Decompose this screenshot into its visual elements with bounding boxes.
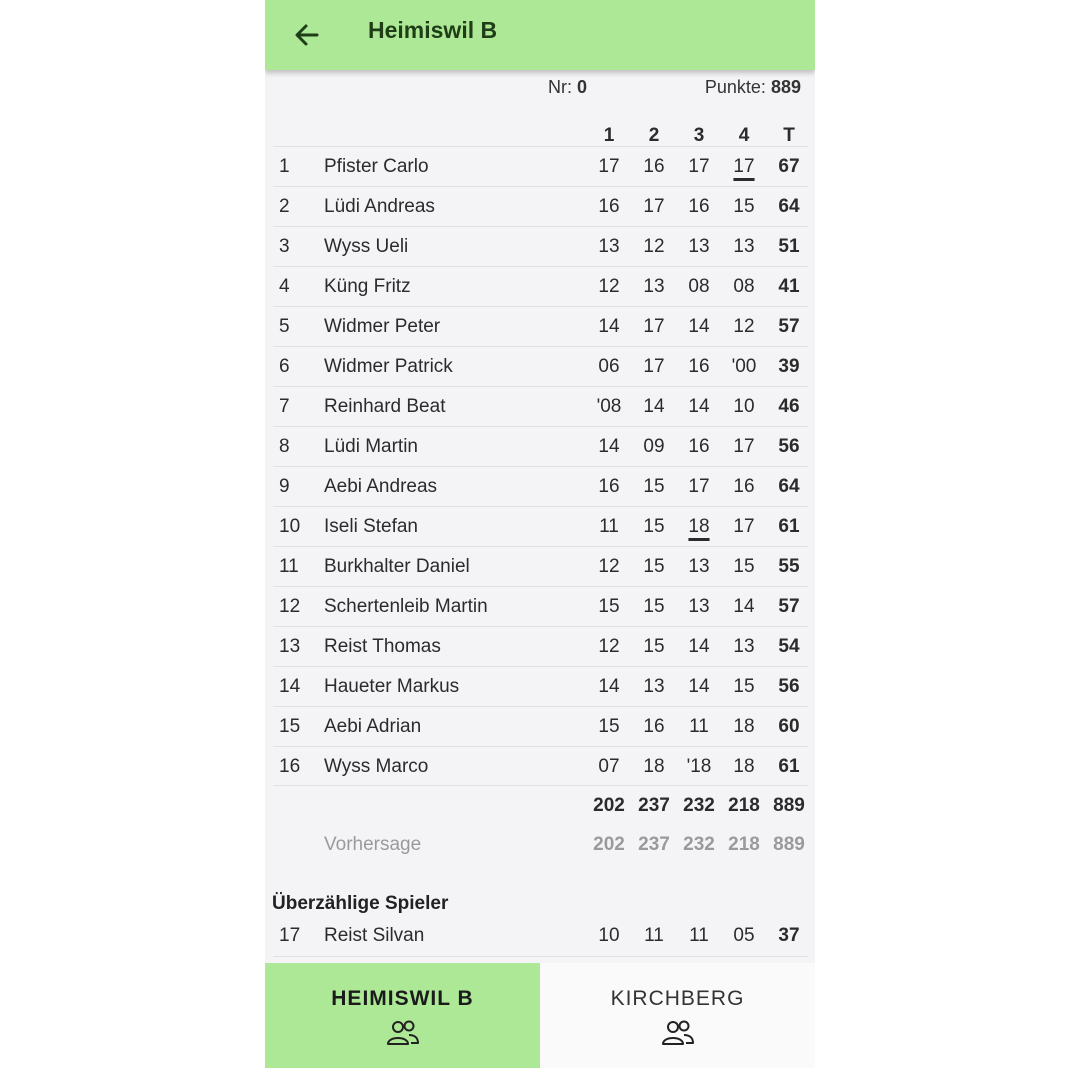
score-2: 18 [643,756,665,777]
score-3: 13 [688,556,710,577]
player-number: 4 [279,276,290,297]
score-2: 17 [643,316,665,337]
score-1: 13 [598,236,620,257]
score-3: 14 [688,396,710,417]
score-2: 15 [643,596,665,617]
player-number: 15 [279,716,301,737]
score-2: 11 [644,925,664,946]
score-3: 17 [688,476,710,497]
table-row[interactable] [273,266,808,306]
player-name: Schertenleib Martin [324,596,488,617]
player-total: 57 [778,316,800,337]
prediction-4: 218 [728,834,760,855]
player-total: 39 [778,356,800,377]
player-name: Küng Fritz [324,276,411,297]
player-total: 64 [778,196,800,217]
player-total: 41 [778,276,800,297]
column-headers [265,116,815,146]
table-row[interactable] [273,746,808,786]
score-4: 15 [733,556,755,577]
points-label: Punkte: [704,77,766,97]
player-total: 57 [778,596,800,617]
player-total: 64 [778,476,800,497]
player-number: 10 [279,516,301,537]
score-2: 13 [643,276,665,297]
score-3: 08 [688,276,710,297]
tab-label: KIRCHBERG [610,987,745,1010]
player-name: Pfister Carlo [324,156,429,177]
player-name: Reist Thomas [324,636,441,657]
score-1: 16 [598,196,620,217]
group-icon [385,1019,421,1047]
totals-row [273,785,808,826]
player-total: 56 [778,436,800,457]
prediction-2: 237 [638,834,670,855]
score-3: 16 [688,436,710,457]
score-4: 08 [733,276,755,297]
back-arrow-icon[interactable] [287,15,327,55]
column-header-total: T [783,125,795,146]
score-1: 11 [599,516,619,537]
player-number: 1 [279,156,290,177]
score-1: '08 [596,396,622,417]
app-screen [265,0,815,1068]
table-row[interactable] [273,916,808,957]
table-row[interactable] [273,426,808,466]
tab-heimiswil-b[interactable] [265,963,540,1068]
score-1: 10 [598,925,620,946]
page-title: Heimiswil B [368,17,498,43]
score-3: 14 [688,676,710,697]
score-2: 17 [643,356,665,377]
total-2: 237 [638,795,670,816]
score-3: 17 [688,156,710,177]
player-number: 9 [279,476,290,497]
prediction-label: Vorhersage [324,834,422,855]
player-name: Widmer Peter [324,316,441,337]
score-2: 16 [643,156,665,177]
player-number: 8 [279,436,290,457]
score-1: 15 [598,596,620,617]
column-header-3: 3 [693,125,705,146]
score-3: 13 [688,236,710,257]
table-row[interactable] [273,186,808,226]
player-name: Wyss Ueli [324,236,409,257]
score-2: 15 [643,476,665,497]
column-header-2: 2 [648,125,660,146]
player-number: 14 [279,676,301,697]
player-number: 13 [279,636,301,657]
player-table [273,146,808,786]
prediction-1: 202 [593,834,625,855]
score-4: 13 [733,236,755,257]
player-name: Aebi Andreas [324,476,438,497]
score-2: 14 [643,396,665,417]
player-name: Reist Silvan [324,925,425,946]
player-name: Wyss Marco [324,756,429,777]
score-4: 15 [733,196,755,217]
score-3: 11 [689,925,709,946]
score-1: 07 [598,756,620,777]
score-2: 16 [643,716,665,737]
score-4: 14 [733,596,755,617]
player-name: Aebi Adrian [324,716,422,737]
table-row[interactable] [273,666,808,706]
score-4: 17 [733,436,755,457]
column-header-4: 4 [738,125,750,146]
player-total: 56 [778,676,800,697]
player-number: 17 [279,925,301,946]
round-number [548,77,587,98]
player-name: Haueter Markus [324,676,460,697]
score-4: 18 [733,716,755,737]
player-total: 55 [778,556,800,577]
table-row[interactable] [273,226,808,266]
score-3: 16 [688,196,710,217]
prediction-row [273,825,808,865]
player-name: Lüdi Martin [324,436,418,457]
score-1: 14 [598,676,620,697]
player-number: 11 [279,556,299,577]
player-number: 3 [279,236,290,257]
score-1: 06 [598,356,620,377]
score-1: 12 [598,276,620,297]
table-row[interactable] [273,306,808,346]
player-name: Lüdi Andreas [324,196,435,217]
player-name: Burkhalter Daniel [324,556,470,577]
nr-value: 0 [577,77,588,97]
table-row[interactable] [273,586,808,626]
score-4: 10 [733,396,755,417]
score-3: 16 [688,356,710,377]
nr-label: Nr: [548,77,572,97]
player-name: Reinhard Beat [324,396,446,417]
points-value: 889 [770,77,801,97]
score-1: 14 [598,316,620,337]
score-1: 17 [598,156,620,177]
score-2: 15 [643,556,665,577]
score-3: 11 [689,716,709,737]
player-total: 37 [778,925,800,946]
score-3: 18 [688,516,710,537]
score-1: 12 [598,636,620,657]
player-total: 60 [778,716,800,737]
score-4: 12 [733,316,755,337]
score-4: 13 [733,636,755,657]
player-total: 54 [778,636,800,657]
table-row[interactable] [273,386,808,426]
table-row[interactable] [273,346,808,386]
score-3: 13 [688,596,710,617]
player-total: 46 [778,396,800,417]
tab-kirchberg[interactable] [540,963,815,1068]
score-2: 17 [643,196,665,217]
score-3: '18 [686,756,712,777]
player-number: 7 [279,396,290,417]
player-name: Iseli Stefan [324,516,418,537]
column-header-1: 1 [603,125,615,146]
app-bar [265,0,815,70]
score-2: 13 [643,676,665,697]
score-4: 17 [733,516,755,537]
tab-label: HEIMISWIL B [331,987,474,1010]
table-row[interactable] [273,546,808,586]
score-2: 12 [643,236,665,257]
score-1: 16 [598,476,620,497]
total-4: 218 [728,795,760,816]
prediction-total: 889 [773,834,805,855]
score-4: '00 [731,356,757,377]
player-total: 51 [778,236,800,257]
extra-players-heading: Überzählige Spieler [272,893,449,914]
player-total: 67 [778,156,800,177]
score-4: 17 [733,156,755,177]
player-number: 16 [279,756,301,777]
player-number: 5 [279,316,290,337]
player-number: 2 [279,196,290,217]
score-4: 15 [733,676,755,697]
score-1: 12 [598,556,620,577]
score-4: 16 [733,476,755,497]
score-4: 05 [733,925,755,946]
player-number: 12 [279,596,301,617]
score-2: 09 [643,436,665,457]
table-row[interactable] [273,146,808,186]
score-2: 15 [643,636,665,657]
table-row[interactable] [273,466,808,506]
points-summary [705,77,801,98]
group-icon [660,1019,696,1047]
total-1: 202 [593,795,625,816]
table-row[interactable] [273,626,808,666]
score-2: 15 [643,516,665,537]
total-3: 232 [683,795,715,816]
score-3: 14 [688,636,710,657]
player-name: Widmer Patrick [324,356,453,377]
player-total: 61 [778,516,800,537]
score-3: 14 [688,316,710,337]
bottom-navigation [265,963,815,1068]
score-1: 15 [598,716,620,737]
table-row[interactable] [273,506,808,546]
prediction-3: 232 [683,834,715,855]
player-total: 61 [778,756,800,777]
score-1: 14 [598,436,620,457]
grand-total: 889 [773,795,805,816]
player-number: 6 [279,356,290,377]
score-4: 18 [733,756,755,777]
table-row[interactable] [273,706,808,746]
